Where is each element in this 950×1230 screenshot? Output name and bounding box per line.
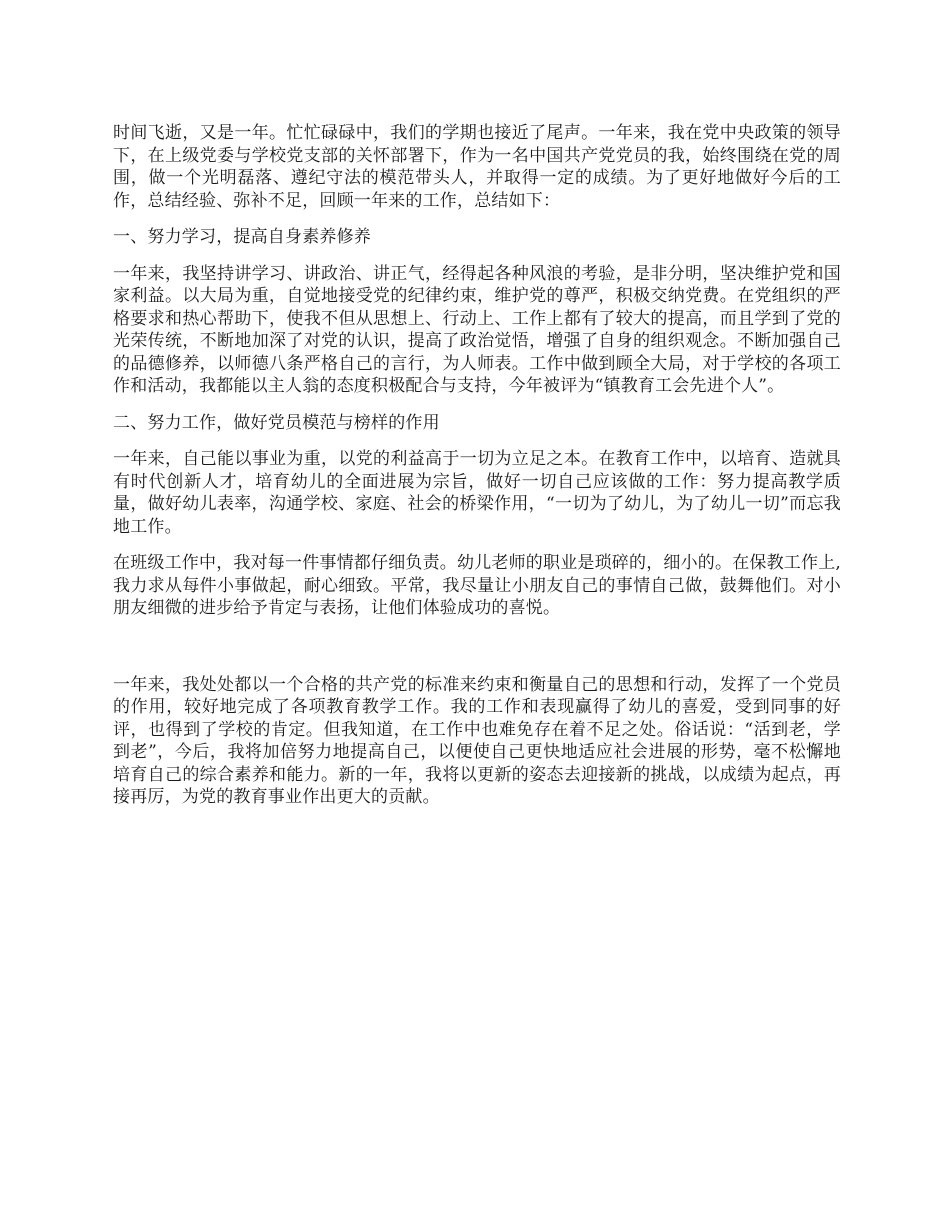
blank-gap <box>113 634 841 674</box>
section-1-paragraph: 一年来，我坚持讲学习、讲政治、讲正气，经得起各种风浪的考验，是非分明，坚决维护党和国家利益。以大局为重，自觉地接受党的纪律约束，维护党的尊严，积极交纳党费。在党组织的严格要求和热心帮助下，使我不但从思想上、行动上、工作上都有了较大的提高，而且学到了党的光荣传统，不断地加深了对党的认识，提高了政治觉悟，增强了自身的组织观念。不断加强自己的品德修养，以师德八条严格自己的言行，为人师表。工作中做到顾全大局，对于学校的各项工作和活动，我都能以主人翁的态度积极配合与支持，今年被评为“镇教育工会先进个人”。 <box>113 263 841 396</box>
section-2-heading: 二、努力工作，做好党员模范与榜样的作用 <box>113 412 440 433</box>
conclusion-paragraph: 一年来，我处处都以一个合格的共产党的标准来约束和衡量自己的思想和行动，发挥了一个党员的作用，较好地完成了各项教育教学工作。我的工作和表现赢得了幼儿的喜爱，受到同事的好评，也得到了学校的肯定。但我知道，在工作中也难免存在着不足之处。俗话说：“活到老，学到老”，今后，我将加倍努力地提高自己，以便使自己更快地适应社会进展的形势，毫不松懈地培育自己的综合素养和能力。新的一年，我将以更新的姿态去迎接新的挑战，以成绩为起点，再接再厉，为党的教育事业作出更大的贡献。 <box>113 674 841 807</box>
intro-paragraph: 时间飞逝，又是一年。忙忙碌碌中，我们的学期也接近了尾声。一年来，我在党中央政策的领导下，在上级党委与学校党支部的关怀部署下，作为一名中国共产党党员的我，始终围绕在党的周围，做一个光明磊落、遵纪守法的模范带头人，并取得一定的成绩。为了更好地做好今后的工作，总结经验、弥补不足，回顾一年来的工作，总结如下： <box>113 123 841 211</box>
section-2-paragraph-1: 一年来，自己能以事业为重，以党的利益高于一切为立足之本。在教育工作中，以培育、造就具有时代创新人才，培育幼儿的全面进展为宗旨，做好一切自己应该做的工作：努力提高教学质量，做好幼儿表率，沟通学校、家庭、社会的桥梁作用，“一切为了幼儿，为了幼儿一切”而忘我地工作。 <box>113 449 841 537</box>
document-body <box>113 122 841 823</box>
section-2-paragraph-2: 在班级工作中，我对每一件事情都仔细负责。幼儿老师的职业是琐碎的，细小的。在保教工作上,我力求从每件小事做起，耐心细致。平常，我尽量让小朋友自己的事情自己做，鼓舞他们。对小朋友细微的进步给予肯定与表扬，让他们体验成功的喜悦。 <box>113 553 842 618</box>
section-1-heading: 一、努力学习，提高自身素养修养 <box>113 227 371 247</box>
